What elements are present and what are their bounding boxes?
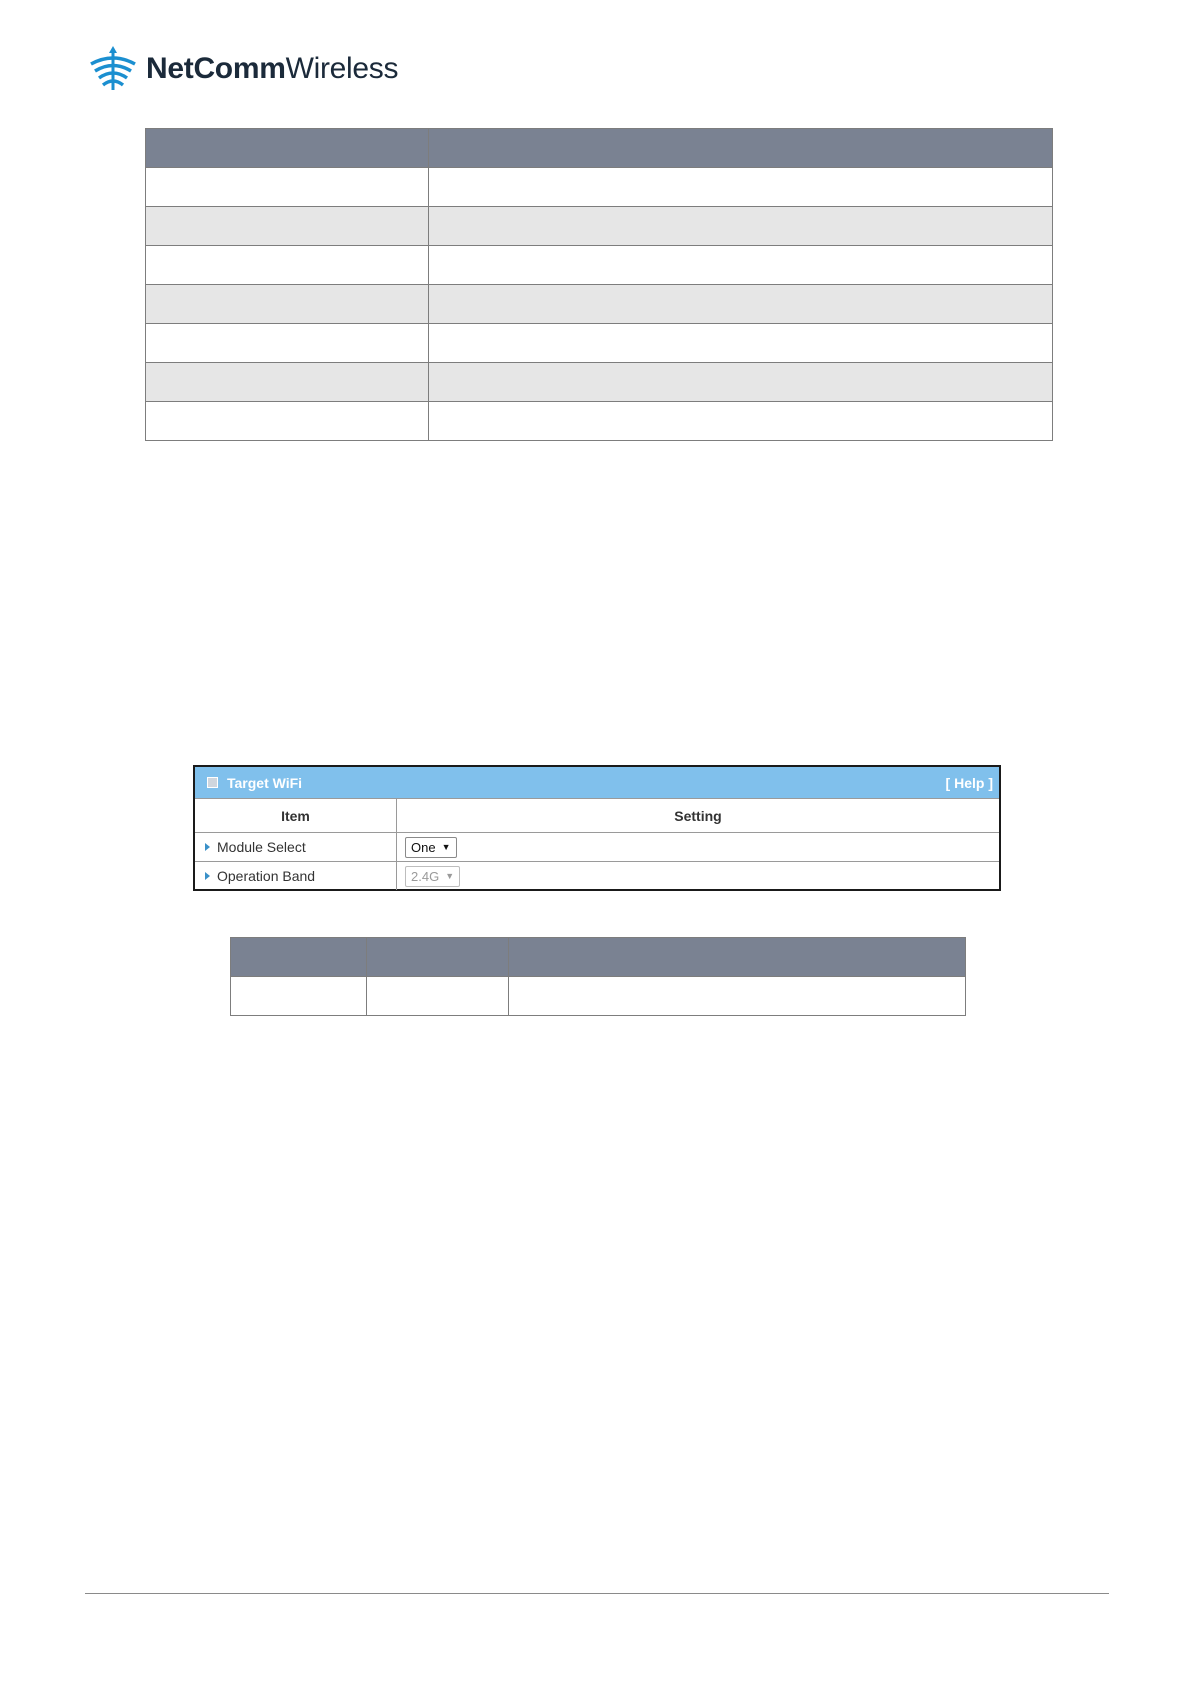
- panel-title-wrap: [207, 775, 302, 791]
- help-link[interactable]: [ Help ]: [945, 774, 993, 791]
- logo-brand-light: Wireless: [285, 52, 399, 85]
- module-select-label-wrap: [195, 839, 396, 855]
- table-row: [146, 402, 1053, 441]
- table-cell: [429, 402, 1053, 441]
- table-row: [146, 363, 1053, 402]
- logo-brand-bold: NetComm: [146, 52, 286, 85]
- footer-divider: [85, 1593, 1109, 1594]
- column-header-item: Item: [195, 799, 397, 833]
- dropdown-arrow-icon: ▼: [445, 871, 455, 881]
- table-header-cell: [146, 129, 429, 168]
- description-table: [230, 937, 966, 1016]
- module-select-label-cell: [195, 833, 397, 862]
- module-select-value: One: [411, 839, 436, 855]
- table-cell: [429, 285, 1053, 324]
- table-cell: [429, 168, 1053, 207]
- table-cell: [146, 363, 429, 402]
- table-cell: [429, 363, 1053, 402]
- module-select-dropdown[interactable]: [405, 837, 457, 858]
- table-cell: [367, 977, 509, 1016]
- settings-table: [195, 798, 999, 890]
- module-select-row: [195, 833, 999, 862]
- table-cell: [231, 977, 367, 1016]
- settings-header-row: [195, 799, 999, 833]
- dropdown-arrow-icon: ▼: [441, 842, 451, 852]
- operation-band-label-wrap: [195, 868, 396, 884]
- table-cell: [146, 324, 429, 363]
- operation-band-label-cell: [195, 862, 397, 891]
- table-cell: [146, 207, 429, 246]
- table-cell: [146, 285, 429, 324]
- table-header-cell: [509, 938, 966, 977]
- table-row: [146, 324, 1053, 363]
- operation-band-label: Operation Band: [217, 868, 316, 884]
- operation-band-setting-cell: [397, 862, 1000, 891]
- table-cell: [146, 246, 429, 285]
- panel-bullet-icon: [207, 777, 218, 788]
- panel-title: Target WiFi: [227, 774, 303, 791]
- bullet-triangle-icon: [205, 843, 210, 851]
- table-header-cell: [429, 129, 1053, 168]
- operation-band-dropdown[interactable]: [405, 866, 460, 887]
- table-cell: [429, 324, 1053, 363]
- table-row: [146, 207, 1053, 246]
- table-cell: [146, 402, 429, 441]
- netcomm-logo: [88, 44, 398, 94]
- table-row: [146, 285, 1053, 324]
- table-header-row: [146, 129, 1053, 168]
- table-row: [231, 977, 966, 1016]
- bullet-triangle-icon: [205, 872, 210, 880]
- target-wifi-panel: [193, 765, 1001, 891]
- logo-wordmark: [146, 54, 398, 84]
- parameter-table: [145, 128, 1053, 441]
- table-header-row: [231, 938, 966, 977]
- column-header-setting: Setting: [397, 799, 1000, 833]
- table-header-cell: [367, 938, 509, 977]
- module-select-label: Module Select: [217, 839, 306, 855]
- table-cell: [429, 207, 1053, 246]
- module-select-setting-cell: [397, 833, 1000, 862]
- operation-band-value: 2.4G: [411, 868, 440, 884]
- panel-header: [195, 767, 999, 798]
- table-cell: [509, 977, 966, 1016]
- table-cell: [429, 246, 1053, 285]
- table-row: [146, 168, 1053, 207]
- table-cell: [146, 168, 429, 207]
- table-header-cell: [231, 938, 367, 977]
- wifi-antenna-icon: [88, 46, 138, 92]
- operation-band-row: [195, 862, 999, 891]
- table-row: [146, 246, 1053, 285]
